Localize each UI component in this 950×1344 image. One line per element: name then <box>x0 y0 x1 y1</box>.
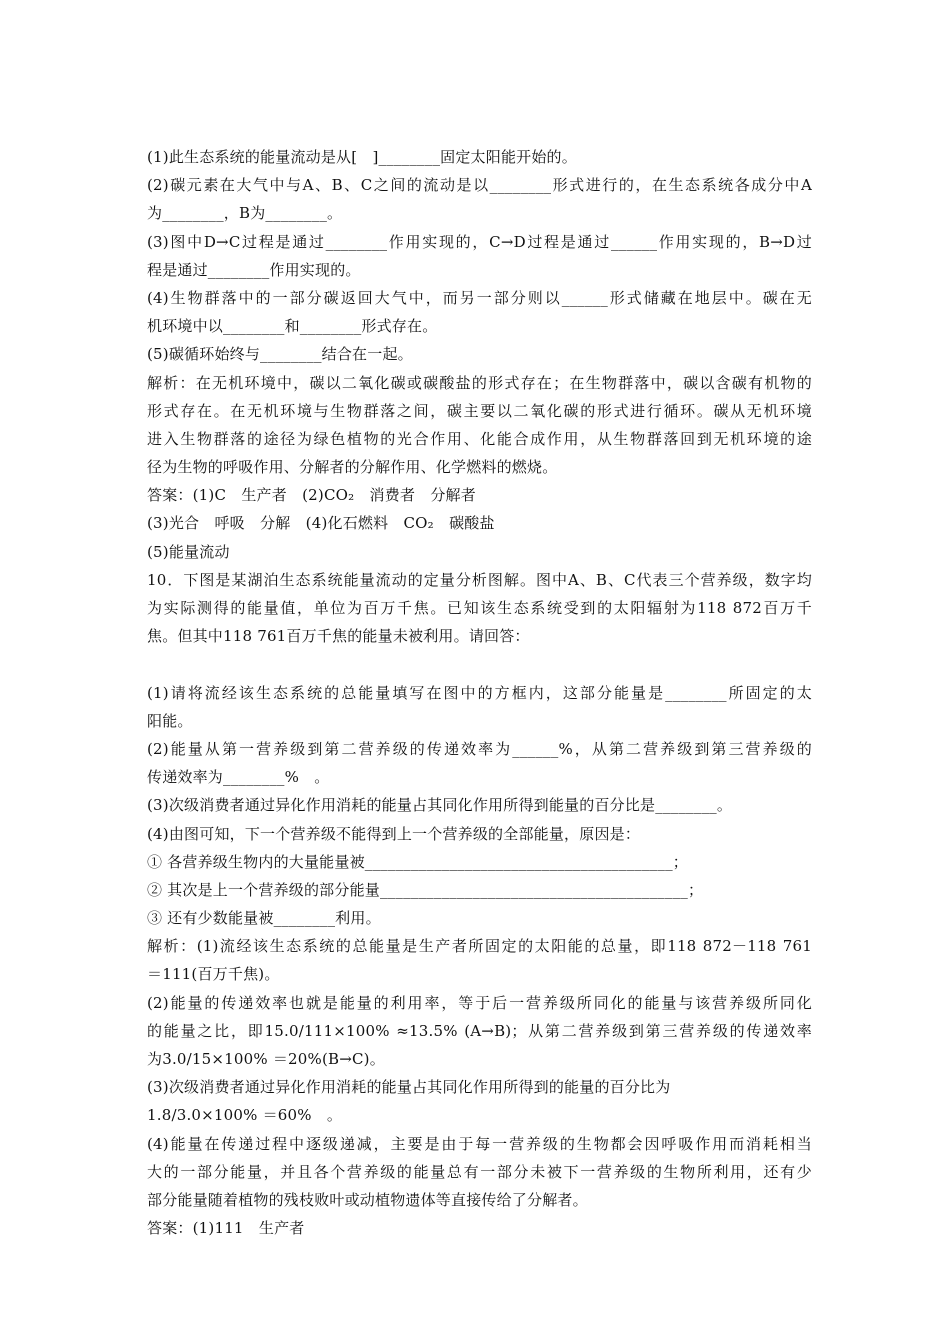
text-line: 为实际测得的能量值，单位为百万千焦。已知该生态系统受到的太阳辐射为118 872百万千 <box>147 599 812 617</box>
text-line: (3)光合 呼吸 分解 (4)化石燃料 CO₂ 碳酸盐 <box>147 514 495 533</box>
text-line: (3)次级消费者通过异化作用消耗的能量占其同化作用所得到的能量的百分比为 <box>147 1078 671 1097</box>
text-line: (2)能量的传递效率也就是能量的利用率，等于后一营养级所同化的能量与该营养级所同化 <box>147 993 812 1012</box>
text-line: 阳能。 <box>147 711 193 730</box>
text-line: ③ 还有少数能量被________利用。 <box>147 909 381 928</box>
text-line: (1)此生态系统的能量流动是从[ ]________固定太阳能开始的。 <box>147 148 577 166</box>
text-line: 10．下图是某湖泊生态系统能量流动的定量分析图解。图中A、B、C代表三个营养级，数字均 <box>147 570 812 589</box>
text-line: 传递效率为________% 。 <box>147 768 330 787</box>
text-line: 1.8/3.0×100% ＝60% 。 <box>147 1106 343 1125</box>
text-line: 形式存在。在无机环境与生物群落之间，碳主要以二氧化碳的形式进行循环。碳从无机环境 <box>147 401 812 420</box>
text-line: 为________，B为________。 <box>147 204 343 223</box>
text-line: (5)能量流动 <box>147 542 230 561</box>
text-line: 进入生物群落的途径为绿色植物的光合作用、化能合成作用，从生物群落回到无机环境的途 <box>147 429 812 448</box>
text-line: (3)次级消费者通过异化作用消耗的能量占其同化作用所得到能量的百分比是________。 <box>147 796 733 815</box>
text-line: (1)请将流经该生态系统的总能量填写在图中的方框内，这部分能量是________所固定的太 <box>147 683 812 702</box>
text-line: 解析：在无机环境中，碳以二氧化碳或碳酸盐的形式存在；在生物群落中，碳以含碳有机物的 <box>147 373 812 392</box>
text-line: (2)碳元素在大气中与A、B、C之间的流动是以________形式进行的，在生态系统各成分中A <box>147 176 812 195</box>
document-body <box>147 143 812 1242</box>
text-line: 解析：(1)流经该生态系统的总能量是生产者所固定的太阳能的总量，即118 872－118 761 <box>147 937 812 956</box>
text-line: 答案：(1)C 生产者 (2)CO₂ 消费者 分解者 <box>147 486 476 505</box>
text-line: ① 各营养级生物内的大量能量被________________________________________； <box>147 852 688 871</box>
text-line: (2)能量从第一营养级到第二营养级的传递效率为______%，从第二营养级到第三营养级的 <box>147 739 812 758</box>
text-line: 径为生物的呼吸作用、分解者的分解作用、化学燃料的燃烧。 <box>147 458 558 477</box>
text-line: ＝111(百万千焦)。 <box>147 965 280 984</box>
text-line: (4)由图可知，下一个营养级不能得到上一个营养级的全部能量，原因是： <box>147 824 641 843</box>
text-line: 机环境中以________和________形式存在。 <box>147 317 438 336</box>
text-line: ② 其次是上一个营养级的部分能量________________________________________； <box>147 880 704 899</box>
text-line: 为3.0/15×100% ＝20%(B→C)。 <box>147 1050 385 1068</box>
text-line: (3)图中D→C过程是通过________作用实现的，C→D过程是通过______作用实现的，B→D过 <box>147 232 812 251</box>
text-line: (4)能量在传递过程中逐级递减，主要是由于每一营养级的生物都会因呼吸作用而消耗相当 <box>147 1134 812 1153</box>
figure-gap <box>147 650 812 678</box>
text-line: (5)碳循环始终与________结合在一起。 <box>147 345 413 364</box>
text-line: 答案：(1)111 生产者 <box>147 1219 305 1238</box>
text-line: 焦。但其中118 761百万千焦的能量未被利用。请回答： <box>147 627 530 646</box>
text-line: 的能量之比，即15.0/111×100% ≈13.5% (A→B)；从第二营养级到第三营养级的传递效率 <box>147 1021 812 1040</box>
text-line: 程是通过________作用实现的。 <box>147 260 361 279</box>
text-line: 部分能量随着植物的残枝败叶或动植物遗体等直接传给了分解者。 <box>147 1190 588 1209</box>
text-line: 大的一部分能量，并且各个营养级的能量总有一部分未被下一营养级的生物所利用，还有少 <box>147 1162 812 1181</box>
text-line: (4)生物群落中的一部分碳返回大气中，而另一部分则以______形式储藏在地层中。碳在无 <box>147 288 812 307</box>
